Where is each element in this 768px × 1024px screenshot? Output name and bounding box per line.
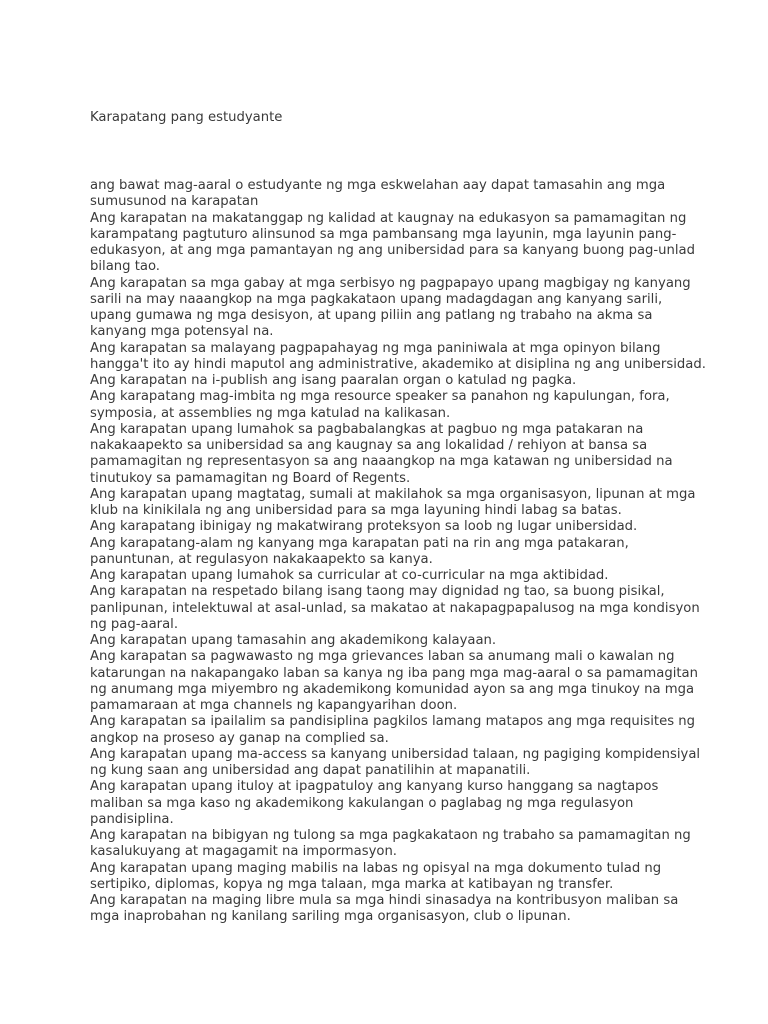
paragraph [90,276,690,341]
paragraph-line: Ang karapatan sa ipailalim sa pandisiplina pagkilos lamang matapos ang mga requisites ng [90,714,696,730]
paragraph-line: Ang karapatan sa pagwawasto ng mga grievances laban sa anumang mali o kawalan ng [90,649,675,665]
paragraph-line: hangga't ito ay hindi maputol ang administrative, akademiko at disiplina ng ang unibersidad. [90,356,706,372]
paragraph [90,828,690,861]
paragraph-line: upang gumawa ng mga desisyon, at upang piliin ang patlang ng trabaho na akma sa [90,308,653,323]
paragraph-line: bilang tao. [90,259,160,275]
paragraph [90,714,696,747]
paragraph-line: karampatang pagtuturo alinsunod sa mga pambansang mga layunin, mga layunin pang- [90,226,677,242]
paragraph-line: symposia, at assemblies ng mga katulad na kalikasan. [90,405,451,421]
paragraph-line: sertipiko, diplomas, kopya ng mga talaan, mga marka at katibayan ng transfer. [90,876,614,892]
paragraph-line: Ang karapatan upang magtatag, sumali at makilahok sa mga organisasyon, lipunan at mga [90,486,696,502]
paragraph-line: Ang karapatan na i-publish ang isang paaralan organ o katulad ng pagka. [90,373,577,388]
paragraph [90,568,690,584]
paragraph-line: Ang karapatan upang ituloy at ipagpatuloy ang kanyang kurso hanggang sa nagtapos [90,779,659,795]
paragraph-line: Ang karapatan na respetado bilang isang taong may dignidad ng tao, sa buong pisikal, [90,584,665,600]
paragraph-line: angkop na proseso ay ganap na complied sa. [90,730,389,746]
paragraph-line: Ang karapatang-alam ng kanyang mga karapatan pati na rin ang mga patakaran, [90,535,629,551]
paragraph [90,486,696,520]
document-body [90,178,706,926]
paragraph-line: ng pag-aaral. [90,616,179,632]
paragraph-line: pandisiplina. [90,811,174,827]
paragraph-line: Ang karapatan na maging libre mula sa mga hindi sinasadya na kontribusyon maliban sa [90,893,679,908]
paragraph-line: Ang karapatan sa mga gabay at mga serbisyo ng pagpapayo upang magbigay ng kanyang [90,275,691,291]
paragraph-line: katarungan na nakapangako laban sa kanya ng iba pang mga mag-aaral o sa pamamagitan [90,665,698,681]
paragraph-line: ng kung saan ang unibersidad ang dapat panatilihin at mapanatili. [90,763,531,778]
document-title: Karapatang pang estudyante [90,110,283,125]
paragraph-line: kanyang mga potensyal na. [90,324,274,340]
paragraph-line: nakakaapekto sa unibersidad sa ang kaugnay sa ang lokalidad / rehiyon at bansa sa [90,438,648,453]
paragraph-line: panuntunan, at regulasyon nakakaapekto sa kanya. [90,551,433,567]
paragraph [90,746,701,780]
paragraph [90,649,698,714]
paragraph-line: panlipunan, intelektuwal at asal-unlad, sa makatao at nakapagpapalusog na mga kondisyon [90,600,700,616]
paragraph-line: Ang karapatan na makatanggap ng kalidad at kaugnay na edukasyon sa pamamagitan ng [90,210,687,226]
paragraph [90,373,690,389]
paragraph [90,389,690,422]
paragraph [90,779,690,828]
paragraph [90,861,690,894]
paragraph-line: maliban sa mga kaso ng akademikong kakulangan o paglabag ng mga regulasyon [90,795,634,811]
paragraph-line: Ang karapatan upang ma-access sa kanyang unibersidad talaan, ng pagiging kompidensiyal [90,746,701,762]
paragraph-line: pamamaraan at mga channels ng kapangyarihan doon. [90,698,458,713]
paragraph-line: tinutukoy sa pamamagitan ng Board of Regents. [90,470,411,486]
paragraph [90,519,690,535]
paragraph [90,178,690,211]
paragraph [90,536,690,569]
paragraph-line: Ang karapatang mag-imbita ng mga resource speaker sa panahon ng kapulungan, fora, [90,389,670,405]
paragraph-line: Ang karapatan na bibigyan ng tulong sa mga pagkakataon ng trabaho sa pamamagitan ng [90,828,691,843]
paragraph-line: sumusunod na karapatan [90,194,259,210]
paragraph [90,340,706,374]
paragraph-line: Ang karapatan upang tamasahin ang akademikong kalayaan. [90,633,497,648]
paragraph [90,584,700,633]
paragraph-line: Ang karapatan sa malayang pagpapahayag ng mga paniniwala at mga opinyon bilang [90,340,661,356]
paragraph-line: Ang karapatan upang maging mabilis na labas ng opisyal na mga dokumento tulad ng [90,860,662,876]
paragraph-line: ng anumang mga miyembro ng akademikong komunidad ayon sa ang mga tinukoy na mga [90,681,695,697]
paragraph [90,422,690,487]
paragraph-line: ang bawat mag-aaral o estudyante ng mga eskwelahan aay dapat tamasahin ang mga [90,178,666,193]
paragraph-line: pamamagitan ng representasyon sa ang naaangkop na mga katawan ng unibersidad na [90,454,673,470]
paragraph [90,633,690,649]
paragraph-line: Ang karapatan upang lumahok sa pagbabalangkas at pagbuo ng mga patakaran na [90,421,644,437]
paragraph-line: edukasyon, at ang mga pamantayan ng ang unibersidad para sa kanyang buong pag-unlad [90,243,696,258]
paragraph-line: sarili na may naaangkop na mga pagkakataon upang madagdagan ang kanyang sarili, [90,291,663,307]
paragraph-line: Ang karapatang ibinigay ng makatwirang proteksyon sa loob ng lugar unibersidad. [90,519,638,535]
paragraph-line: kasalukuyang at magagamit na impormasyon. [90,844,397,860]
paragraph-line: Ang karapatan upang lumahok sa curricular at co-curricular na mga aktibidad. [90,568,609,583]
paragraph [90,893,690,926]
paragraph-line: klub na kinikilala ng ang unibersidad para sa mga layuning hindi labag sa batas. [90,503,622,518]
paragraph-line: mga inaprobahan ng kanilang sariling mga organisasyon, club o lipunan. [90,909,571,925]
paragraph [90,210,696,276]
